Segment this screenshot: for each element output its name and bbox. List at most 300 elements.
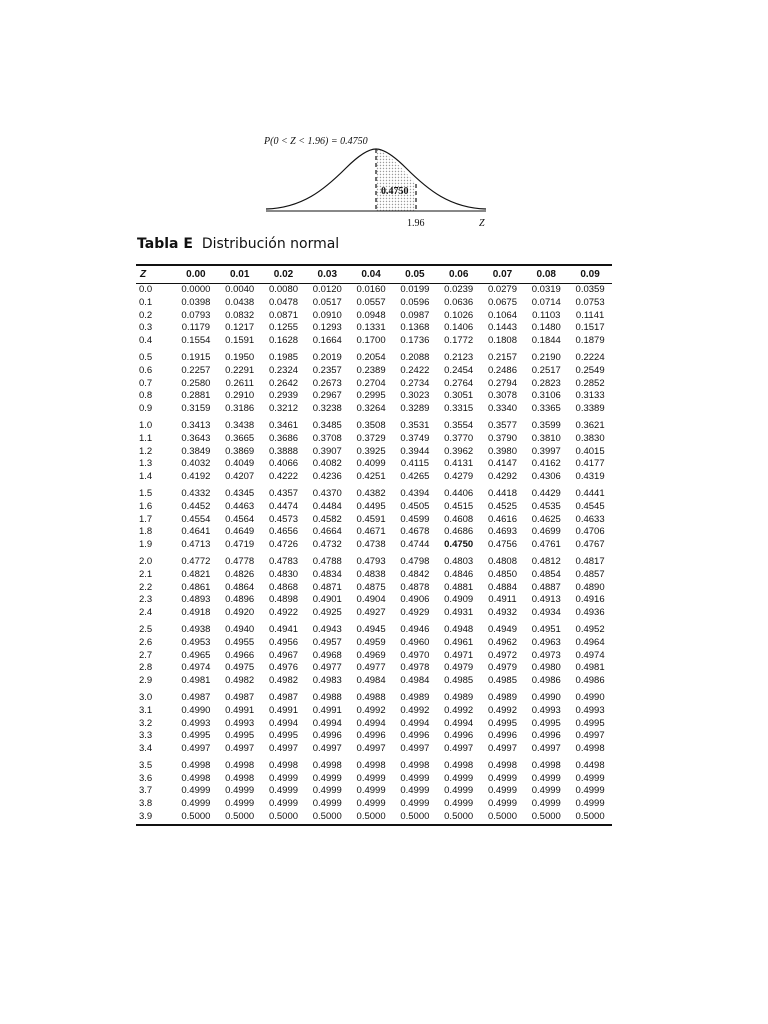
probability-cell: 0.0753 (575, 296, 605, 308)
probability-cell: 0.3340 (487, 403, 517, 415)
table-row (136, 718, 612, 731)
probability-cell: 0.4599 (400, 513, 430, 525)
probability-cell: 0.4987 (268, 691, 299, 703)
probability-cell: 0.4938 (181, 623, 211, 635)
caption-label: Tabla E (137, 236, 193, 252)
probability-cell: 0.4990 (181, 704, 211, 716)
probability-cell: 0.0478 (268, 296, 299, 308)
z-value-cell: 2.1 (139, 568, 153, 580)
probability-cell: 0.0948 (356, 309, 386, 321)
normal-curve-figure (250, 128, 510, 238)
probability-cell: 0.4808 (487, 555, 517, 567)
table-row (136, 582, 612, 595)
probability-cell: 0.4997 (312, 743, 342, 755)
probability-cell: 0.4861 (181, 581, 211, 593)
probability-cell: 0.4633 (575, 513, 605, 525)
probability-cell: 0.4656 (268, 526, 299, 538)
probability-cell: 0.4995 (268, 730, 299, 742)
z-column-header: Z (140, 269, 147, 280)
probability-cell: 0.4977 (356, 662, 386, 674)
column-header: 0.00 (186, 269, 206, 280)
probability-cell: 0.1217 (225, 322, 255, 334)
header-row (136, 266, 612, 283)
probability-cell: 0.4992 (356, 704, 386, 716)
z-value-cell: 0.0 (139, 284, 153, 295)
table-row (136, 637, 612, 650)
probability-cell: 0.4236 (312, 471, 342, 483)
probability-cell: 0.1517 (575, 322, 605, 334)
probability-cell: 0.4994 (444, 717, 474, 729)
probability-cell: 0.4999 (268, 785, 299, 797)
probability-cell: 0.4783 (268, 555, 299, 567)
probability-cell: 0.4999 (444, 798, 474, 810)
probability-cell: 0.4998 (444, 759, 474, 771)
probability-cell: 0.4972 (487, 649, 517, 661)
probability-cell: 0.2190 (531, 351, 561, 363)
probability-cell: 0.4913 (531, 594, 561, 606)
probability-cell: 0.1772 (444, 335, 474, 347)
probability-cell: 0.2157 (487, 351, 517, 363)
probability-cell: 0.4996 (312, 730, 342, 742)
probability-cell: 0.4049 (225, 458, 255, 470)
probability-cell: 0.3508 (356, 419, 386, 431)
probability-cell: 0.3438 (225, 419, 255, 431)
probability-cell: 0.1443 (487, 322, 517, 334)
probability-cell: 0.4515 (444, 500, 474, 512)
probability-cell: 0.4975 (225, 662, 255, 674)
probability-cell: 0.4996 (487, 730, 517, 742)
probability-cell: 0.4996 (444, 730, 474, 742)
probability-cell: 0.4999 (444, 772, 474, 784)
probability-cell: 0.4732 (312, 539, 342, 551)
probability-cell: 0.0199 (400, 284, 430, 295)
probability-cell: 0.4222 (268, 471, 299, 483)
probability-cell: 0.4971 (444, 649, 474, 661)
probability-cell: 0.4999 (312, 772, 342, 784)
table-row (136, 322, 612, 335)
probability-cell: 0.4977 (312, 662, 342, 674)
probability-cell: 0.2486 (487, 364, 517, 376)
probability-cell: 0.3621 (575, 419, 605, 431)
probability-cell: 0.4778 (225, 555, 255, 567)
z-value-cell: 2.3 (139, 594, 153, 606)
z-value-cell: 0.7 (139, 377, 153, 389)
probability-cell: 0.4951 (531, 623, 561, 635)
probability-cell: 0.3729 (356, 432, 386, 444)
probability-cell: 0.3485 (312, 419, 342, 431)
probability-cell: 0.4999 (356, 772, 386, 784)
probability-cell: 0.4936 (575, 607, 605, 619)
probability-cell: 0.4922 (268, 607, 299, 619)
z-value-cell: 1.4 (139, 471, 153, 483)
probability-cell: 0.4997 (575, 730, 605, 742)
probability-cell: 0.4265 (400, 471, 430, 483)
probability-cell: 0.1915 (181, 351, 211, 363)
probability-cell: 0.2580 (181, 377, 211, 389)
probability-cell: 0.1591 (225, 335, 255, 347)
table-row (136, 484, 612, 501)
probability-cell: 0.0793 (181, 309, 211, 321)
probability-cell: 0.4898 (268, 594, 299, 606)
probability-cell: 0.4207 (225, 471, 255, 483)
probability-cell: 0.2324 (268, 364, 299, 376)
bottom-rule (136, 824, 612, 826)
probability-cell: 0.4147 (487, 458, 517, 470)
probability-cell: 0.5000 (181, 811, 211, 823)
table-row (136, 378, 612, 391)
probability-cell: 0.4821 (181, 568, 211, 580)
table-row (136, 688, 612, 705)
probability-cell: 0.4943 (312, 623, 342, 635)
probability-cell: 0.3888 (268, 445, 299, 457)
probability-cell: 0.3770 (444, 432, 474, 444)
probability-cell: 0.4616 (487, 513, 517, 525)
table-row (136, 335, 612, 348)
z-value-cell: 3.6 (139, 772, 153, 784)
probability-cell: 0.4985 (487, 675, 517, 687)
probability-cell: 0.4693 (487, 526, 517, 538)
probability-cell: 0.4999 (487, 772, 517, 784)
column-header: 0.06 (448, 269, 469, 280)
probability-cell: 0.4909 (444, 594, 474, 606)
probability-cell: 0.4998 (400, 759, 430, 771)
probability-cell: 0.4988 (312, 691, 342, 703)
z-value-cell: 3.4 (139, 743, 153, 755)
table-row (136, 433, 612, 446)
probability-cell: 0.5000 (575, 811, 605, 823)
probability-cell: 0.4678 (400, 526, 430, 538)
probability-cell: 0.3365 (531, 403, 561, 415)
probability-cell: 0.4994 (268, 717, 299, 729)
probability-cell: 0.5000 (400, 811, 430, 823)
probability-cell: 0.4955 (225, 636, 255, 648)
column-header: 0.09 (580, 269, 600, 280)
probability-cell: 0.4834 (312, 568, 342, 580)
probability-cell: 0.4474 (268, 500, 299, 512)
probability-cell: 0.3686 (268, 432, 299, 444)
probability-cell: 0.4999 (400, 798, 430, 810)
probability-cell: 0.3907 (312, 445, 342, 457)
probability-cell: 0.4884 (487, 581, 517, 593)
probability-cell: 0.0438 (225, 296, 255, 308)
column-header: 0.05 (405, 269, 425, 280)
probability-cell: 0.2881 (181, 390, 211, 402)
z-value-cell: 2.7 (139, 649, 153, 661)
probability-cell: 0.4713 (181, 539, 211, 551)
probability-cell: 0.5000 (531, 811, 561, 823)
probability-cell: 0.4671 (356, 526, 386, 538)
probability-cell: 0.4966 (225, 649, 255, 661)
probability-cell: 0.4989 (400, 691, 430, 703)
probability-cell: 0.2422 (400, 364, 430, 376)
probability-cell: 0.4066 (268, 458, 299, 470)
probability-cell: 0.2454 (444, 364, 474, 376)
probability-cell: 0.4878 (400, 581, 430, 593)
probability-cell: 0.4463 (225, 500, 255, 512)
probability-cell: 0.4997 (444, 743, 474, 755)
probability-cell: 0.4994 (400, 717, 430, 729)
probability-cell: 0.4999 (575, 772, 605, 784)
probability-cell: 0.4664 (312, 526, 342, 538)
z-value-cell: 0.8 (139, 390, 153, 402)
probability-cell: 0.4997 (400, 743, 430, 755)
probability-cell: 0.2794 (487, 377, 517, 389)
probability-cell: 0.4554 (181, 513, 211, 525)
z-value-cell: 3.0 (139, 691, 153, 703)
probability-cell: 0.4969 (356, 649, 386, 661)
z-value-cell: 0.9 (139, 403, 153, 415)
probability-cell: 0.4999 (268, 772, 299, 784)
probability-cell: 0.4998 (268, 759, 299, 771)
probability-cell: 0.4992 (400, 704, 430, 716)
probability-cell: 0.4953 (181, 636, 211, 648)
probability-cell: 0.4906 (400, 594, 430, 606)
probability-cell: 0.0987 (400, 309, 430, 321)
z-value-cell: 1.2 (139, 445, 153, 457)
probability-cell: 0.2054 (356, 351, 386, 363)
z-value-cell: 0.3 (139, 322, 153, 334)
probability-cell: 0.5000 (356, 811, 386, 823)
probability-cell: 0.3997 (531, 445, 561, 457)
probability-cell: 0.2642 (268, 377, 299, 389)
probability-cell: 0.2357 (312, 364, 342, 376)
probability-cell: 0.4484 (312, 500, 342, 512)
probability-cell: 0.4990 (531, 691, 561, 703)
probability-cell: 0.4993 (531, 704, 561, 716)
probability-cell: 0.4967 (268, 649, 299, 661)
probability-cell: 0.4573 (268, 513, 299, 525)
probability-cell: 0.3577 (487, 419, 517, 431)
probability-cell: 0.4968 (312, 649, 342, 661)
probability-cell: 0.4995 (225, 730, 255, 742)
probability-cell: 0.4803 (444, 555, 474, 567)
probability-cell: 0.0040 (225, 284, 255, 295)
probability-cell: 0.4940 (225, 623, 255, 635)
probability-cell: 0.4726 (268, 539, 299, 551)
probability-cell: 0.4999 (400, 785, 430, 797)
probability-cell: 0.3790 (487, 432, 517, 444)
probability-cell: 0.4345 (225, 487, 255, 499)
probability-cell: 0.0832 (225, 309, 255, 321)
table-row (136, 446, 612, 459)
probability-cell: 0.4991 (225, 704, 255, 716)
z-value-cell: 1.9 (139, 539, 153, 551)
probability-cell: 0.0910 (312, 309, 342, 321)
probability-cell: 0.4750 (444, 539, 474, 551)
table-row (136, 403, 612, 416)
probability-cell: 0.4989 (487, 691, 517, 703)
probability-cell: 0.4999 (487, 798, 517, 810)
probability-cell: 0.3159 (181, 403, 211, 415)
probability-cell: 0.3078 (487, 390, 517, 402)
probability-cell: 0.4591 (356, 513, 386, 525)
probability-cell: 0.4920 (225, 607, 255, 619)
probability-cell: 0.4719 (225, 539, 255, 551)
probability-cell: 0.4999 (444, 785, 474, 797)
probability-cell: 0.4251 (356, 471, 386, 483)
probability-cell: 0.4545 (575, 500, 605, 512)
z-table-body (136, 284, 612, 824)
probability-cell: 0.4854 (531, 568, 561, 580)
probability-cell: 0.3106 (531, 390, 561, 402)
table-row (136, 390, 612, 403)
probability-cell: 0.4890 (575, 581, 605, 593)
probability-cell: 0.4957 (312, 636, 342, 648)
probability-cell: 0.4817 (575, 555, 605, 567)
probability-cell: 0.4961 (444, 636, 474, 648)
probability-cell: 0.4945 (356, 623, 386, 635)
probability-cell: 0.1141 (575, 309, 605, 321)
table-row (136, 284, 612, 297)
probability-cell: 0.4998 (225, 759, 255, 771)
probability-cell: 0.4999 (575, 798, 605, 810)
probability-cell: 0.4846 (444, 568, 474, 580)
z-value-cell: 2.5 (139, 623, 153, 635)
z-value-cell: 3.2 (139, 717, 153, 729)
probability-cell: 0.4984 (400, 675, 430, 687)
probability-cell: 0.1480 (531, 322, 561, 334)
probability-cell: 0.4842 (400, 568, 430, 580)
probability-cell: 0.3643 (181, 432, 211, 444)
axis-label: Z (479, 218, 485, 229)
probability-cell: 0.4984 (356, 675, 386, 687)
probability-cell: 0.4993 (575, 704, 605, 716)
probability-cell: 0.4999 (268, 798, 299, 810)
probability-cell: 0.1950 (225, 351, 255, 363)
probability-cell: 0.4985 (444, 675, 474, 687)
probability-cell: 0.3708 (312, 432, 342, 444)
probability-cell: 0.2611 (225, 377, 254, 389)
z-value-cell: 1.1 (139, 432, 153, 444)
probability-cell: 0.1293 (312, 322, 342, 334)
probability-cell: 0.4332 (181, 487, 211, 499)
probability-cell: 0.4997 (225, 743, 255, 755)
probability-cell: 0.4999 (575, 785, 605, 797)
probability-cell: 0.2389 (356, 364, 386, 376)
probability-cell: 0.4993 (181, 717, 211, 729)
table-row (136, 675, 612, 688)
probability-cell: 0.3023 (400, 390, 430, 402)
probability-cell: 0.4929 (400, 607, 430, 619)
probability-cell: 0.4904 (356, 594, 386, 606)
table-row (136, 526, 612, 539)
probability-cell: 0.4986 (575, 675, 605, 687)
probability-cell: 0.4582 (312, 513, 342, 525)
probability-cell: 0.4991 (312, 704, 342, 716)
probability-cell: 0.1331 (356, 322, 386, 334)
probability-cell: 0.4649 (225, 526, 255, 538)
probability-cell: 0.4992 (444, 704, 474, 716)
z-value-cell: 3.3 (139, 730, 153, 742)
probability-cell: 0.4498 (575, 759, 605, 771)
table-caption (137, 236, 339, 252)
probability-cell: 0.4756 (487, 539, 517, 551)
probability-cell: 0.2939 (268, 390, 299, 402)
column-header: 0.04 (361, 269, 381, 280)
probability-cell: 0.0080 (268, 284, 299, 295)
caption-title: Distribución normal (201, 236, 340, 252)
probability-cell: 0.4999 (312, 798, 342, 810)
probability-cell: 0.4973 (531, 649, 561, 661)
probability-cell: 0.4981 (181, 675, 211, 687)
table-row (136, 620, 612, 637)
probability-cell: 0.4956 (268, 636, 299, 648)
probability-cell: 0.4991 (268, 704, 299, 716)
probability-cell: 0.4505 (400, 500, 430, 512)
probability-cell: 0.0359 (575, 284, 605, 295)
probability-cell: 0.4987 (225, 691, 255, 703)
probability-cell: 0.4974 (575, 649, 605, 661)
probability-cell: 0.4934 (531, 607, 561, 619)
probability-cell: 0.4998 (181, 772, 211, 784)
probability-cell: 0.4994 (312, 717, 342, 729)
probability-cell: 0.4015 (575, 445, 605, 457)
z-value-cell: 0.6 (139, 364, 153, 376)
probability-cell: 0.4981 (575, 662, 605, 674)
probability-cell: 0.4959 (356, 636, 386, 648)
probability-cell: 0.3186 (225, 403, 255, 415)
probability-cell: 0.4115 (400, 458, 430, 470)
probability-cell: 0.4927 (356, 607, 386, 619)
probability-cell: 0.4357 (268, 487, 299, 499)
table-row (136, 310, 612, 323)
probability-cell: 0.2019 (312, 351, 342, 363)
probability-cell: 0.3238 (312, 403, 342, 415)
probability-cell: 0.4987 (181, 691, 211, 703)
probability-cell: 0.4978 (400, 662, 430, 674)
probability-cell: 0.4965 (181, 649, 211, 661)
probability-cell: 0.4279 (444, 471, 474, 483)
probability-cell: 0.0239 (444, 284, 474, 295)
z-value-cell: 0.5 (139, 351, 153, 363)
probability-cell: 0.4099 (356, 458, 386, 470)
probability-cell: 0.4976 (268, 662, 299, 674)
table-row (136, 756, 612, 773)
probability-cell: 0.4429 (531, 487, 561, 499)
probability-cell: 0.3315 (444, 403, 474, 415)
probability-cell: 0.4918 (181, 607, 211, 619)
table-row (136, 365, 612, 378)
probability-cell: 0.3944 (400, 445, 430, 457)
probability-cell: 0.3665 (225, 432, 255, 444)
probability-cell: 0.4999 (487, 785, 517, 797)
area-label: 0.4750 (381, 186, 409, 197)
probability-cell: 0.4864 (225, 581, 255, 593)
table-row (136, 458, 612, 471)
probability-cell: 0.2549 (575, 364, 605, 376)
z-value-cell: 0.1 (139, 296, 153, 308)
probability-cell: 0.3389 (575, 403, 605, 415)
probability-cell: 0.1879 (575, 335, 605, 347)
z-value-cell: 3.8 (139, 798, 153, 810)
probability-cell: 0.4999 (531, 772, 561, 784)
z-value-cell: 0.4 (139, 335, 153, 347)
probability-cell: 0.4995 (575, 717, 605, 729)
probability-cell: 0.4608 (444, 513, 474, 525)
probability-cell: 0.4812 (531, 555, 561, 567)
probability-cell: 0.4916 (575, 594, 605, 606)
probability-cell: 0.4964 (575, 636, 605, 648)
probability-cell: 0.3749 (400, 432, 430, 444)
probability-cell: 0.4793 (356, 555, 386, 567)
z-value-cell: 1.3 (139, 458, 153, 470)
probability-cell: 0.4941 (268, 623, 299, 635)
probability-cell: 0.4131 (444, 458, 474, 470)
probability-cell: 0.5000 (225, 811, 255, 823)
probability-cell: 0.4706 (575, 526, 605, 538)
table-row (136, 730, 612, 743)
z-value-cell: 2.0 (139, 555, 153, 567)
